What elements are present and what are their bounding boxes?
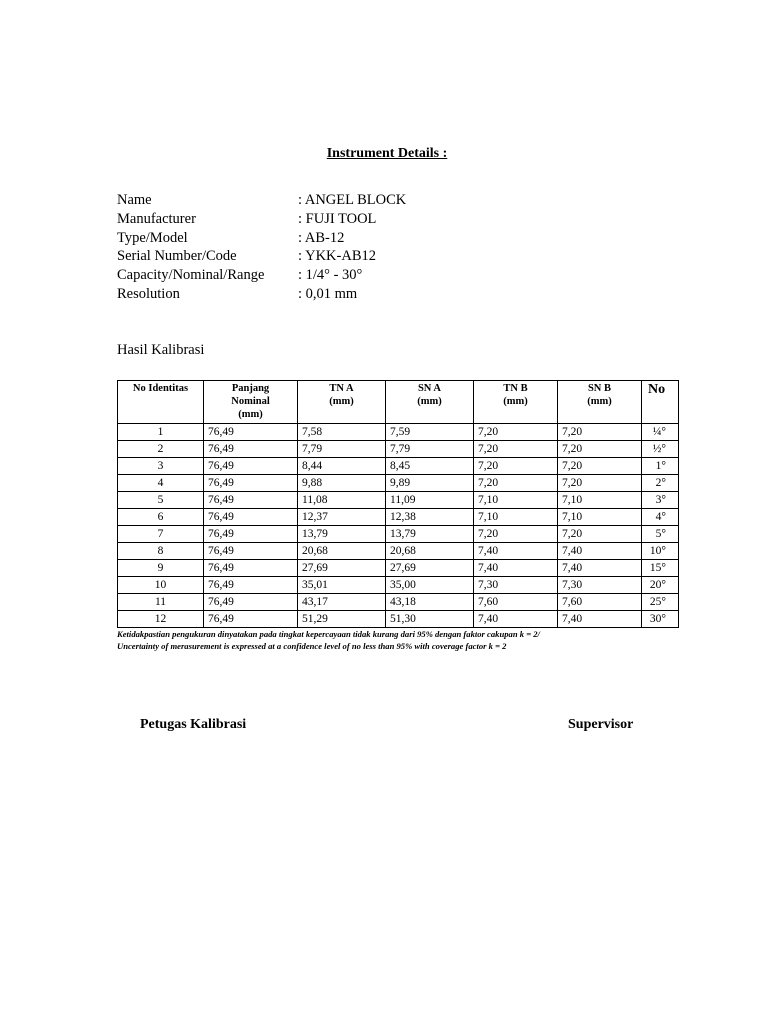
detail-value: : FUJI TOOL	[298, 210, 377, 227]
table-cell: 11	[118, 594, 204, 611]
table-cell: 35,00	[386, 577, 474, 594]
table-cell: 7,40	[474, 543, 558, 560]
table-cell: 2°	[642, 475, 679, 492]
detail-row-manufacturer	[117, 210, 406, 229]
detail-key: Type/Model	[117, 229, 188, 246]
header-line: (mm)	[417, 396, 442, 407]
table-row	[118, 458, 679, 475]
table-cell: 3	[118, 458, 204, 475]
column-header	[204, 381, 298, 424]
column-header	[386, 381, 474, 424]
table-row	[118, 526, 679, 543]
table-cell: 7,20	[474, 458, 558, 475]
table-row	[118, 441, 679, 458]
table-cell: 76,49	[204, 577, 298, 594]
section-title: Hasil Kalibrasi	[117, 342, 205, 358]
table-cell: ½°	[642, 441, 679, 458]
table-cell: 7,10	[558, 492, 642, 509]
table-cell: 9,88	[298, 475, 386, 492]
table-cell: 7,10	[558, 509, 642, 526]
table-cell: 7,58	[298, 424, 386, 441]
table-cell: 7,40	[558, 543, 642, 560]
table-cell: 7,20	[558, 458, 642, 475]
table-cell: 7,20	[474, 475, 558, 492]
table-row	[118, 577, 679, 594]
table-cell: 7,60	[558, 594, 642, 611]
table-cell: 1°	[642, 458, 679, 475]
table-row	[118, 509, 679, 526]
table-cell: 7,20	[558, 424, 642, 441]
table-cell: 15°	[642, 560, 679, 577]
detail-key: Resolution	[117, 285, 180, 302]
table-cell: 20°	[642, 577, 679, 594]
document-title: Instrument Details :	[326, 146, 448, 161]
table-cell: 30°	[642, 611, 679, 628]
table-cell: 7,10	[474, 509, 558, 526]
signature-supervisor: Supervisor	[568, 717, 634, 732]
table-cell: 11,08	[298, 492, 386, 509]
table-cell: 76,49	[204, 424, 298, 441]
detail-value: : 1/4° - 30°	[298, 267, 363, 284]
table-cell: 7,20	[474, 526, 558, 543]
table-cell: 7,40	[474, 611, 558, 628]
table-cell: 3°	[642, 492, 679, 509]
detail-row-serial	[117, 247, 406, 266]
table-row	[118, 611, 679, 628]
table-cell: 2	[118, 441, 204, 458]
detail-row-capacity	[117, 266, 406, 285]
table-cell: 7,20	[558, 441, 642, 458]
detail-key: Name	[117, 192, 152, 208]
table-cell: 13,79	[386, 526, 474, 543]
calibration-results-table	[117, 380, 679, 628]
table-cell: 5	[118, 492, 204, 509]
header-line: No	[648, 382, 666, 397]
table-cell: 9,89	[386, 475, 474, 492]
table-row	[118, 594, 679, 611]
table-cell: 76,49	[204, 560, 298, 577]
table-cell: 43,18	[386, 594, 474, 611]
header-line: TN A	[329, 383, 354, 394]
table-cell: 9	[118, 560, 204, 577]
table-row	[118, 424, 679, 441]
table-cell: 25°	[642, 594, 679, 611]
table-cell: 35,01	[298, 577, 386, 594]
detail-value: : ANGEL BLOCK	[298, 192, 407, 208]
table-cell: 7,40	[474, 560, 558, 577]
header-line: No Identitas	[132, 383, 189, 394]
detail-row-name	[117, 191, 406, 210]
table-row	[118, 475, 679, 492]
detail-value: : 0,01 mm	[298, 285, 358, 302]
detail-value: : YKK-AB12	[298, 248, 377, 265]
table-cell: 7,79	[298, 441, 386, 458]
table-cell: 7,20	[558, 475, 642, 492]
table-cell: ¼°	[642, 424, 679, 441]
header-line: TN B	[503, 383, 528, 394]
table-cell: 12,38	[386, 509, 474, 526]
detail-row-type-model	[117, 229, 406, 248]
table-cell: 7,60	[474, 594, 558, 611]
table-cell: 76,49	[204, 526, 298, 543]
table-row	[118, 560, 679, 577]
table-row	[118, 543, 679, 560]
header-line: (mm)	[503, 396, 528, 407]
table-cell: 13,79	[298, 526, 386, 543]
table-cell: 76,49	[204, 475, 298, 492]
header-line: (mm)	[329, 396, 354, 407]
table-header-row	[118, 381, 679, 424]
table-cell: 8,44	[298, 458, 386, 475]
table-cell: 27,69	[386, 560, 474, 577]
table-cell: 8	[118, 543, 204, 560]
table-cell: 7	[118, 526, 204, 543]
table-cell: 5°	[642, 526, 679, 543]
header-line: Nominal	[231, 396, 270, 407]
column-header	[298, 381, 386, 424]
signature-petugas: Petugas Kalibrasi	[140, 717, 247, 732]
note-english: Uncertainty of merasurement is expressed at a confidence level of no less than 95% with coverage factor k = 2	[117, 641, 507, 651]
table-cell: 51,30	[386, 611, 474, 628]
table-cell: 12	[118, 611, 204, 628]
column-header	[118, 381, 204, 424]
table-cell: 76,49	[204, 594, 298, 611]
table-cell: 27,69	[298, 560, 386, 577]
header-line: Panjang	[231, 383, 270, 394]
detail-key: Capacity/Nominal/Range	[117, 267, 265, 284]
table-cell: 7,20	[474, 441, 558, 458]
table-row	[118, 492, 679, 509]
table-cell: 1	[118, 424, 204, 441]
table-cell: 8,45	[386, 458, 474, 475]
table-cell: 76,49	[204, 543, 298, 560]
table-cell: 10°	[642, 543, 679, 560]
table-cell: 7,40	[558, 611, 642, 628]
table-cell: 6	[118, 509, 204, 526]
table-cell: 7,40	[558, 560, 642, 577]
table-body	[118, 424, 679, 628]
detail-key: Serial Number/Code	[117, 248, 237, 265]
table-cell: 7,20	[474, 424, 558, 441]
header-line: (mm)	[587, 396, 612, 407]
table-cell: 76,49	[204, 611, 298, 628]
table-cell: 7,30	[474, 577, 558, 594]
table-cell: 10	[118, 577, 204, 594]
instrument-details	[117, 191, 406, 304]
column-header	[474, 381, 558, 424]
table-cell: 76,49	[204, 458, 298, 475]
table-cell: 76,49	[204, 509, 298, 526]
table-cell: 43,17	[298, 594, 386, 611]
header-line: SN A	[417, 383, 442, 394]
table-cell: 20,68	[298, 543, 386, 560]
table-cell: 51,29	[298, 611, 386, 628]
table-cell: 76,49	[204, 441, 298, 458]
table-cell: 7,59	[386, 424, 474, 441]
uncertainty-notes	[117, 628, 540, 652]
column-header	[642, 381, 679, 424]
table-cell: 12,37	[298, 509, 386, 526]
table-cell: 76,49	[204, 492, 298, 509]
table-cell: 4°	[642, 509, 679, 526]
header-line: SN B	[587, 383, 612, 394]
table-cell: 7,30	[558, 577, 642, 594]
table-cell: 7,79	[386, 441, 474, 458]
table-cell: 7,10	[474, 492, 558, 509]
note-indonesian: Ketidakpastian pengukuran dinyatakan pada tingkat kepercayaan tidak kurang dari 95% dengan faktor cakupan k = 2/	[117, 629, 540, 639]
table-cell: 20,68	[386, 543, 474, 560]
detail-key: Manufacturer	[117, 210, 196, 227]
header-line: (mm)	[238, 409, 263, 420]
table-cell: 4	[118, 475, 204, 492]
table-cell: 7,20	[558, 526, 642, 543]
table-cell: 11,09	[386, 492, 474, 509]
detail-row-resolution	[117, 285, 406, 304]
detail-value: : AB-12	[298, 229, 345, 246]
column-header	[558, 381, 642, 424]
